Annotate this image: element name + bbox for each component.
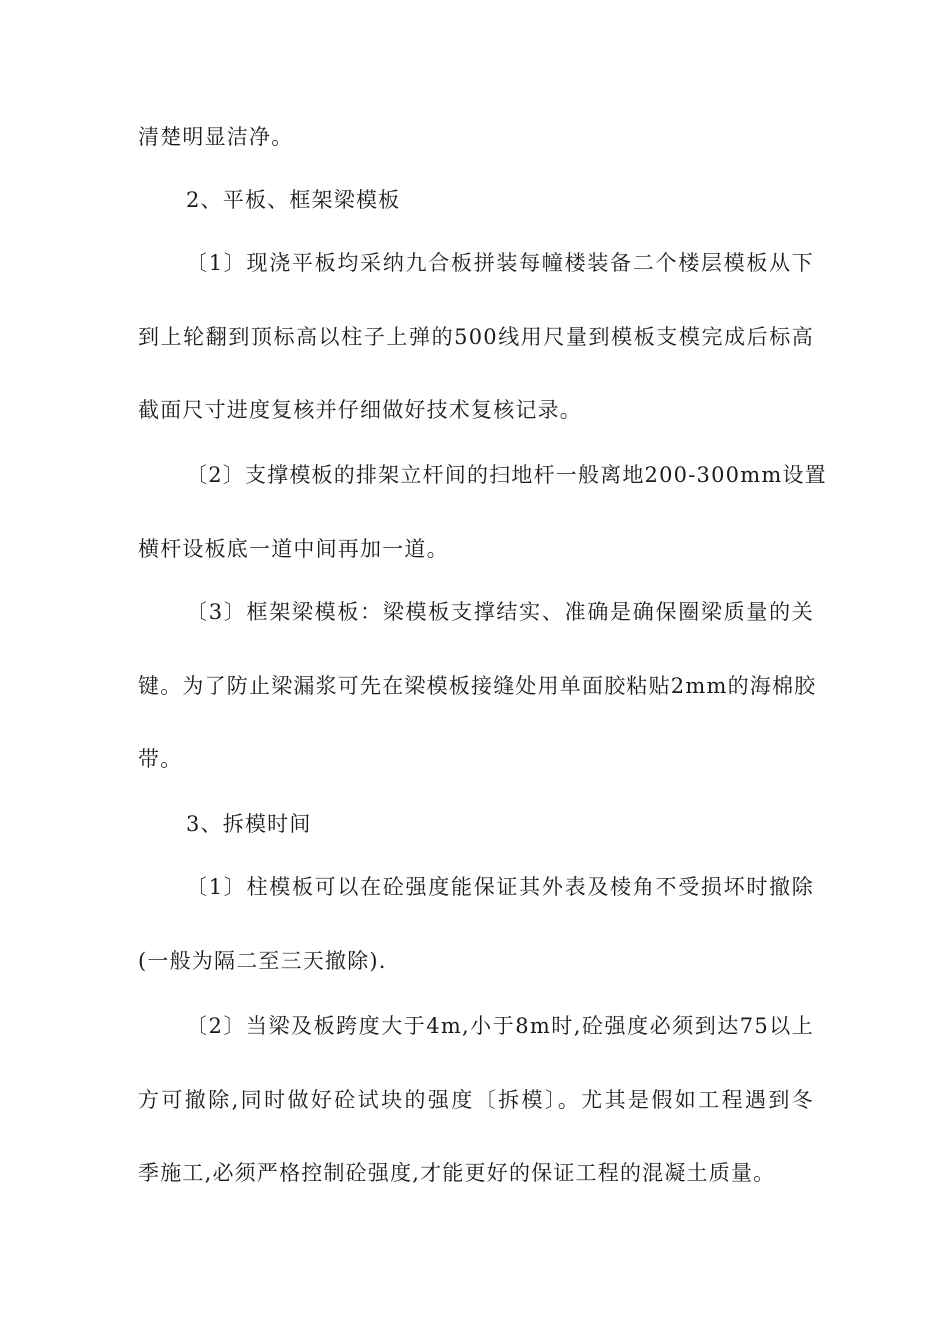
text-line: 〔3〕框架梁模板：梁模板支撑结实、准确是确保圈梁质量的关 bbox=[186, 600, 814, 624]
text-line: 方可撤除,同时做好砼试块的强度〔拆模〕。尤其是假如工程遇到冬 bbox=[138, 1088, 814, 1112]
text-line: 季施工,必须严格控制砼强度,才能更好的保证工程的混凝土质量。 bbox=[138, 1161, 776, 1185]
text-line: 〔1〕柱模板可以在砼强度能保证其外表及棱角不受损坏时撤除 bbox=[186, 875, 814, 899]
text-line: 到上轮翻到顶标高以柱子上弹的500线用尺量到模板支模完成后标高 bbox=[138, 325, 814, 349]
text-line: 〔2〕当梁及板跨度大于4m,小于8m时,砼强度必须到达75以上 bbox=[186, 1014, 814, 1038]
section-heading: 3、拆模时间 bbox=[186, 812, 312, 836]
text-line: 横杆设板底一道中间再加一道。 bbox=[138, 537, 449, 561]
text-line: 键。为了防止梁漏浆可先在梁模板接缝处用单面胶粘贴2mm的海棉胶 bbox=[138, 674, 817, 698]
text-line: (一般为隔二至三天撤除). bbox=[138, 949, 387, 973]
text-line: 清楚明显洁净。 bbox=[138, 125, 294, 149]
text-line: 带。 bbox=[138, 747, 183, 771]
section-heading: 2、平板、框架梁模板 bbox=[186, 188, 401, 212]
text-line: 〔1〕现浇平板均采纳九合板拼装每幢楼装备二个楼层模板从下 bbox=[186, 251, 814, 275]
text-line: 〔2〕支撑模板的排架立杆间的扫地杆一般离地200-300mm设置 bbox=[186, 463, 827, 487]
text-line: 截面尺寸进度复核并仔细做好技术复核记录。 bbox=[138, 398, 582, 422]
